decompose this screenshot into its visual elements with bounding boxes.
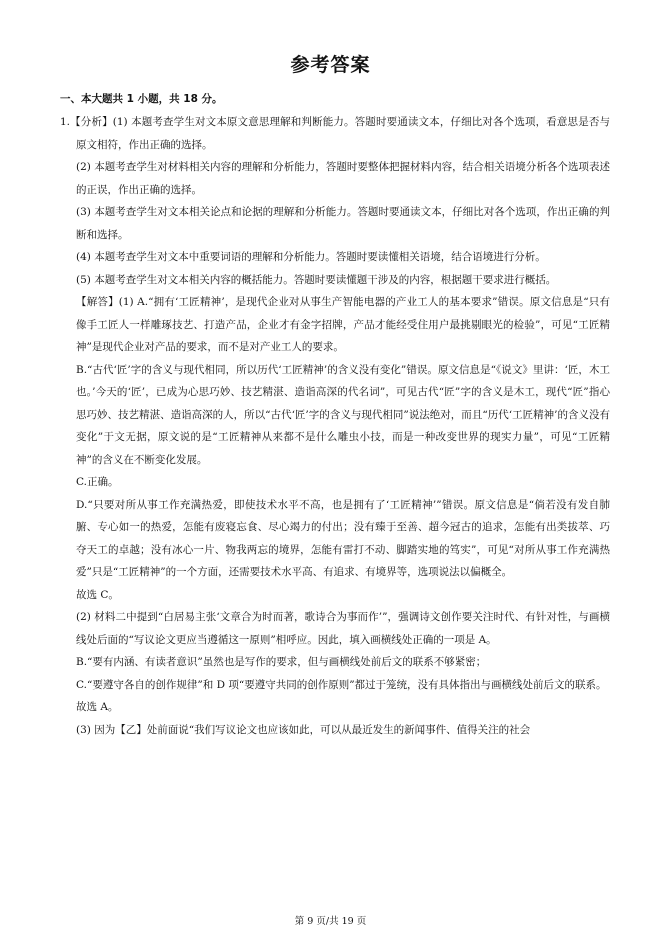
solution-paragraph-c: C.正确。 <box>76 476 119 488</box>
solution-paragraph-2: (2) 材料二中提到“白居易主张‘文章合为时而著，歌诗合为事而作’”，强调诗文创作要关注时代、有针对性，与画横线处后面的“写议论文更应当遵循这一原则”相呼应。因此，填入画横线处正确的一项是 A。 <box>76 611 610 646</box>
solution-paragraph-3: (3) 因为【乙】处前面说“我们写议论文也应该如此，可以从最近发生的新闻事件、值得关注的社会 <box>76 723 531 736</box>
page-title: 参考答案 <box>290 54 371 76</box>
analysis-paragraph-1: 1.【分析】(1) 本题考查学生对文本原文意思理解和判断能力。答题时要通读文本，仔细比对各个选项，看意思是否与原文相符，作出正确的选择。 <box>60 116 610 151</box>
section-heading: 一、本大题共 1 小题，共 18 分。 <box>60 93 223 105</box>
analysis-paragraph-3: (3) 本题考查学生对文本相关论点和论据的理解和分析能力。答题时要通读文本，仔细比对各个选项，作出正确的判断和选择。 <box>76 206 610 241</box>
analysis-paragraph-2: (2) 本题考查学生对材料相关内容的理解和分析能力，答题时要整体把握材料内容，结合相关语境分析各个选项表述的正误，作出正确的选择。 <box>76 161 610 196</box>
solution-paragraph-a: 【解答】(1) A.“拥有‘工匠精神’，是现代企业对从事生产智能电器的产业工人的基本要求”错误。原文信息是“只有像手工匠人一样雕琢技艺、打造产品，企业才有金字招牌，产品才能经受住用户最挑剔眼光的检验”，可见“工匠精神”是现代企业对产品的要求，而不是对产业工人的要求。 <box>76 296 610 353</box>
analysis-paragraph-5: (5) 本题考查学生对文本相关内容的概括能力。答题时要读懂题干涉及的内容，根据题干要求进行概括。 <box>76 273 557 286</box>
answer-content <box>60 111 610 741</box>
solution-paragraph-2c: C.“要遵守各自的创作规律”和 D 项“要遵守共同的创作原则”都过于笼统，没有具体指出与画横线处前后文的联系。 <box>76 678 607 691</box>
answer-choice-1: 故选 C。 <box>76 588 119 601</box>
solution-paragraph-2b: B.“要有内涵、有读者意识”虽然也是写作的要求，但与画横线处前后文的联系不够紧密； <box>76 656 487 668</box>
page-number: 第 9 页/共 19 页 <box>294 916 367 927</box>
solution-paragraph-d: D.“只要对所从事工作充满热爱，即使技术水平不高，也是拥有了‘工匠精神’”错误。原文信息是“倘若没有发自肺腑、专心如一的热爱，怎能有废寝忘食、尽心竭力的付出；没有臻于至善、超今冠古的追求，怎能有出类拔萃、巧夺天工的卓越；没有冰心一片、物我两忘的境界，怎能有雷打不动、脚踏实地的笃实”，可见“对所从事工作充满热爱”只是“工匠精神”的一个方面，还需要技术水平高、有追求、有境界等，选项说法以偏概全。 <box>76 498 610 578</box>
analysis-paragraph-4: (4) 本题考查学生对文本中重要词语的理解和分析能力。答题时要读懂相关语境，结合语境进行分析。 <box>76 251 546 263</box>
solution-paragraph-b: B.“古代‘匠’字的含义与现代相同，所以历代‘工匠精神’的含义没有变化”错误。原文信息是“《说文》里讲：‘匠，木工也。’今天的‘匠’，已成为心思巧妙、技艺精湛、造诣高深的代名词”，可见古代“匠”字的含义是木工，现代“匠”指心思巧妙、技艺精湛、造诣高深的人，所以“古代‘匠’字的含义与现代相同”说法绝对，而且“历代‘工匠精神’的含义没有变化”于文无据，原文说的是“工匠精神从来都不是什么雕虫小技，而是一种改变世界的现实力量”，可见“工匠精神”的含义在不断变化发展。 <box>76 363 610 466</box>
answer-choice-2: 故选 A。 <box>76 701 119 713</box>
